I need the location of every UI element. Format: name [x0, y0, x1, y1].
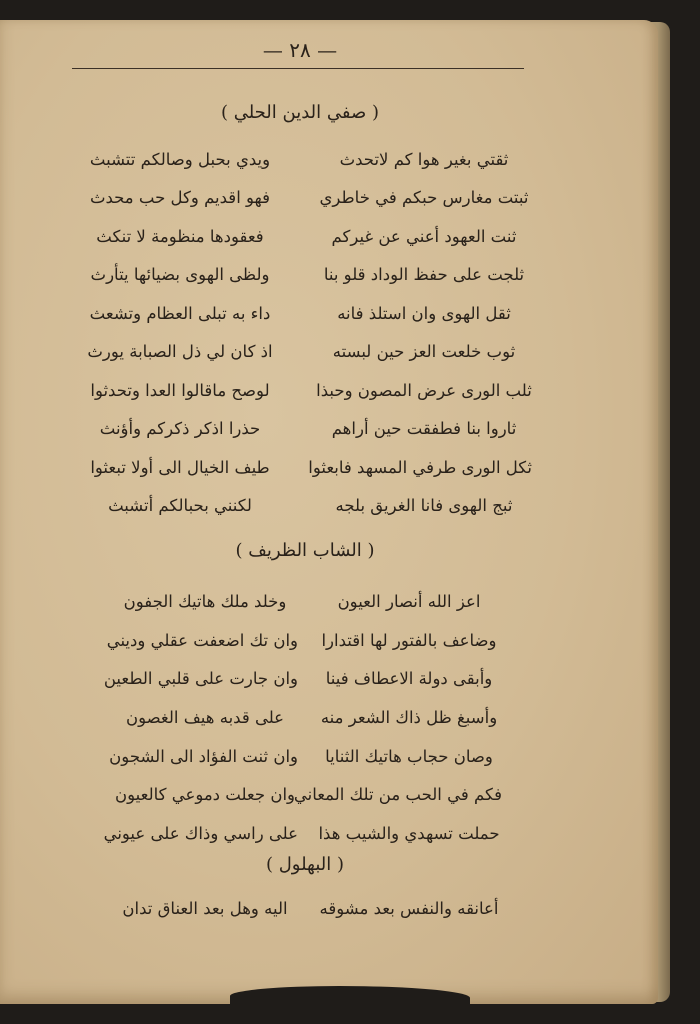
second-hemistich: وان جارت على قلبي الطعين — [103, 669, 298, 689]
second-hemistich: ولظى الهوى بضيائها يتأرث — [90, 265, 270, 285]
second-hemistich: وخلد ملك هاتيك الجفون — [123, 591, 287, 611]
second-hemistich: حذرا اذكر ذكركم وأؤنث — [99, 419, 261, 439]
verse-row — [112, 888, 502, 928]
verse-row — [72, 217, 532, 256]
second-hemistich: لكنني بحبالكم أتشبث — [108, 496, 252, 516]
section-title-bahlul: ( البهلول ) — [265, 854, 345, 875]
first-hemistich: ثقل الهوى وان استلذ فانه — [337, 303, 511, 323]
first-hemistich: ثنت العهود أعني عن غيركم — [331, 226, 517, 246]
second-hemistich: ويدي بحبل وصالكم تتشبث — [89, 149, 271, 169]
first-hemistich: اعز الله أنصار العيون — [337, 591, 481, 611]
second-hemistich: وان تك اضعفت عقلي وديني — [106, 630, 298, 650]
second-hemistich: طيف الخيال الى أولا تبعثوا — [90, 457, 270, 477]
first-hemistich: ثقتي بغير هوا كم لاتحدث — [339, 149, 509, 169]
first-hemistich: ثبتت مغارس حبكم في خاطري — [319, 188, 529, 208]
first-hemistich: وصان حجاب هاتيك الثنايا — [325, 746, 493, 766]
first-hemistich: حملت تسهدي والشيب هذا — [318, 823, 500, 843]
first-hemistich: ثلب الورى عرض المصون وحبذا — [316, 380, 532, 400]
first-hemistich: ثكل الورى طرفي المسهد فابعثوا — [308, 457, 532, 477]
verse-row — [72, 256, 532, 295]
first-hemistich: ثلجت على حفظ الوداد قلو بنا — [323, 265, 525, 285]
verse-row — [103, 659, 502, 698]
second-hemistich: وان ثنت الفؤاد الى الشجون — [109, 746, 298, 766]
verse-row — [72, 333, 532, 372]
poem-safi-al-din — [72, 140, 532, 525]
first-hemistich: أعانقه والنفس بعد مشوقه — [319, 898, 499, 918]
first-hemistich: ثاروا بنا فطفقت حين أراهم — [331, 419, 517, 439]
second-hemistich: فعقودها منظومة لا تنكث — [96, 226, 264, 246]
second-hemistich: اليه وهل بعد العناق تدان — [122, 898, 288, 918]
first-hemistich: ثوب خلعت العز حين لبسته — [332, 342, 516, 362]
verse-row — [103, 814, 502, 853]
first-hemistich: وأبقى دولة الاعطاف فينا — [325, 669, 493, 689]
section-title-shab-zarif: ( الشاب الظريف ) — [235, 540, 375, 561]
section-title-safi-al-din: ( صفي الدين الحلي ) — [220, 102, 380, 123]
second-hemistich: وان جعلت دموعي كالعيون — [114, 785, 296, 805]
verse-row — [72, 410, 532, 449]
poem-shab-zarif — [103, 582, 502, 853]
verse-row — [112, 582, 502, 621]
second-hemistich: على قدبه هيف الغصون — [125, 707, 285, 727]
second-hemistich: لوصح ماقالوا العدا وتحدثوا — [90, 380, 270, 400]
verse-row — [72, 140, 532, 179]
poem-bahlul — [112, 888, 502, 928]
page-number: — ٢٨ — — [262, 38, 338, 62]
verse-row — [72, 294, 532, 333]
verse-row — [72, 179, 532, 218]
second-hemistich: داء به تبلى العظام وتشعث — [89, 303, 271, 323]
verse-row — [72, 371, 532, 410]
first-hemistich: وضاعف بالفتور لها اقتدارا — [321, 630, 497, 650]
verse-row — [112, 698, 502, 737]
verse-row — [106, 621, 502, 660]
verse-row — [72, 448, 532, 487]
verse-row — [109, 737, 502, 776]
first-hemistich: ثبج الهوى فانا الغريق بلجه — [335, 496, 513, 516]
second-hemistich: على راسي وذاك على عيوني — [103, 823, 298, 843]
second-hemistich: اذ كان لي ذل الصبابة يورث — [87, 342, 273, 362]
first-hemistich: فكم في الحب من تلك المعاني — [293, 785, 502, 805]
header-rule — [72, 68, 524, 69]
first-hemistich: وأسبغ ظل ذاك الشعر منه — [320, 707, 498, 727]
verse-row — [72, 487, 532, 526]
second-hemistich: فهو اقديم وكل حب محدث — [89, 188, 271, 208]
verse-row — [112, 775, 502, 814]
torn-edge — [230, 986, 470, 1008]
